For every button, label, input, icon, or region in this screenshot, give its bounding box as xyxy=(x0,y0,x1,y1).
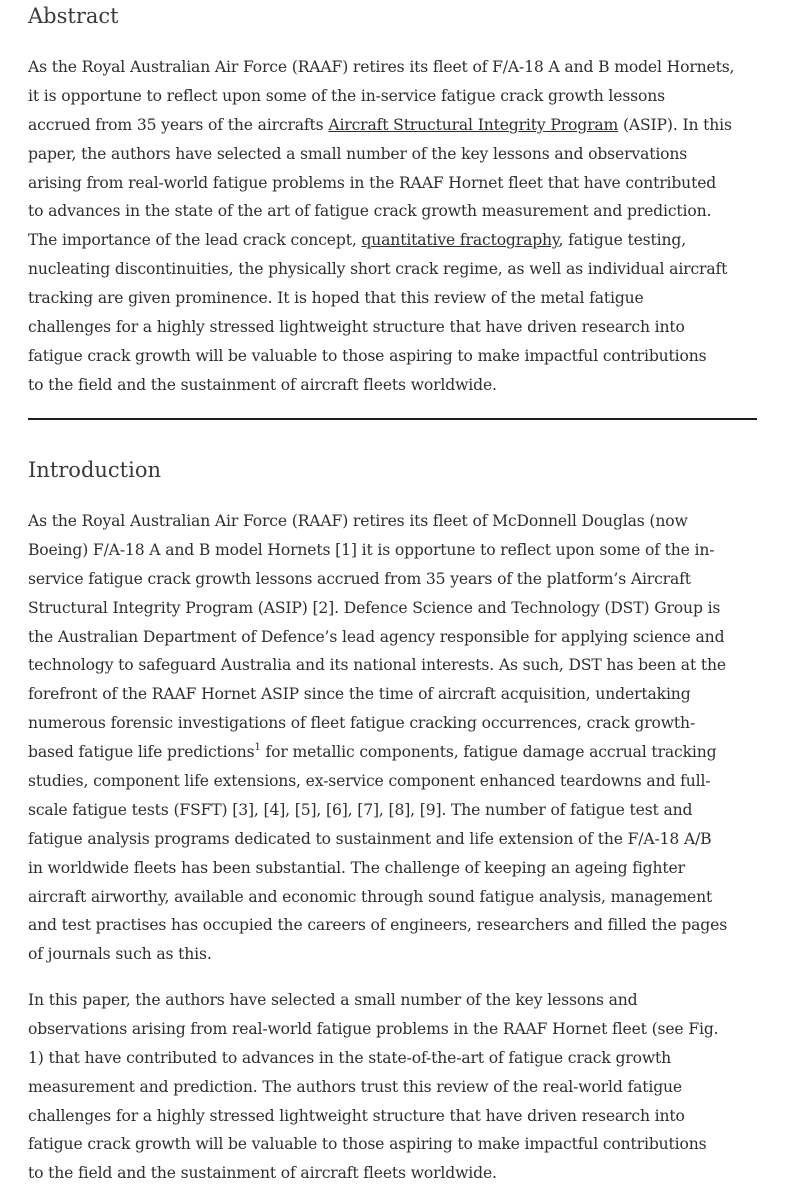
intro-text: for metallic components, fatigue damage accrual tracking xyxy=(260,743,717,762)
intro-line: Structural Integrity Program (ASIP) [2]. Defence Science and Technology (DST) Group is xyxy=(28,598,721,617)
intro-line: measurement and prediction. The authors trust this review of the real-world fatigue xyxy=(28,1077,682,1096)
abstract-line: to the field and the sustainment of aircraft fleets worldwide. xyxy=(28,375,497,394)
abstract-line: challenges for a highly stressed lightweight structure that have driven research into xyxy=(28,318,685,337)
abstract-line: arising from real-world fatigue problems in the RAAF Hornet fleet that have contributed xyxy=(28,173,717,192)
abstract-line: to advances in the state of the art of fatigue crack growth measurement and prediction. xyxy=(28,202,712,221)
intro-line: 1) that have contributed to advances in the state-of-the-art of fatigue crack growth xyxy=(28,1048,672,1067)
abstract-line: it is opportune to reflect upon some of the in-service fatigue crack growth lessons xyxy=(28,86,666,105)
abstract-line: As the Royal Australian Air Force (RAAF) retires its fleet of F/A-18 A and B model Hornets, xyxy=(28,58,735,76)
intro-line: to the field and the sustainment of aircraft fleets worldwide. xyxy=(28,1164,497,1183)
intro-line: studies, component life extensions, ex-service component enhanced teardowns and full- xyxy=(28,772,711,791)
intro-line: in worldwide fleets has been substantial. The challenge of keeping an ageing fighter xyxy=(28,858,685,877)
intro-line: observations arising from real-world fatigue problems in the RAAF Hornet fleet (see Fig. xyxy=(28,1019,719,1038)
quantitative-fractography-link[interactable]: quantitative fractography xyxy=(361,231,559,250)
intro-line: of journals such as this. xyxy=(28,945,212,964)
intro-line: service fatigue crack growth lessons accrued from 35 years of the platform’s Aircraft xyxy=(28,569,691,588)
intro-line: technology to safeguard Australia and its national interests. As such, DST has been at the xyxy=(28,656,726,675)
intro-line: Boeing) F/A-18 A and B model Hornets [1] it is opportune to reflect upon some of the in- xyxy=(28,540,715,559)
abstract-line xyxy=(28,226,768,255)
intro-line: challenges for a highly stressed lightweight structure that have driven research into xyxy=(28,1106,685,1125)
intro-line: In this paper, the authors have selected a small number of the key lessons and xyxy=(28,991,638,1009)
intro-line xyxy=(28,738,768,767)
abstract-heading: Abstract xyxy=(28,4,119,28)
abstract-text: (ASIP). In this xyxy=(618,115,732,134)
abstract-line: paper, the authors have selected a small number of the key lessons and observations xyxy=(28,144,688,163)
intro-line: the Australian Department of Defence’s lead agency responsible for applying science and xyxy=(28,627,725,646)
introduction-paragraph-1 xyxy=(28,507,768,969)
intro-line: fatigue crack growth will be valuable to those aspiring to make impactful contributions xyxy=(28,1135,707,1154)
abstract-paragraph xyxy=(28,53,768,400)
intro-line: and test practises has occupied the careers of engineers, researchers and filled the pages xyxy=(28,916,728,935)
abstract-text: accrued from 35 years of the aircrafts xyxy=(28,115,329,134)
intro-line: forefront of the RAAF Hornet ASIP since the time of aircraft acquisition, undertaking xyxy=(28,685,691,704)
introduction-paragraph-2 xyxy=(28,986,768,1188)
aircraft-structural-integrity-program-link[interactable]: Aircraft Structural Integrity Program xyxy=(328,115,619,134)
intro-line: As the Royal Australian Air Force (RAAF) retires its fleet of McDonnell Douglas (now xyxy=(28,512,688,530)
intro-line: fatigue analysis programs dedicated to sustainment and life extension of the F/A-18 A/B xyxy=(28,829,712,848)
footnote-marker[interactable]: 1 xyxy=(254,741,261,753)
abstract-line: nucleating discontinuities, the physically short crack regime, as well as individual aircraft xyxy=(28,260,728,279)
intro-line: numerous forensic investigations of fleet fatigue cracking occurrences, crack growth- xyxy=(28,714,696,733)
intro-text: based fatigue life predictions xyxy=(28,743,255,762)
abstract-text: , fatigue testing, xyxy=(558,231,687,250)
abstract-line: tracking are given prominence. It is hoped that this review of the metal fatigue xyxy=(28,289,644,308)
intro-line: scale fatigue tests (FSFT) [3], [4], [5], [6], [7], [8], [9]. The number of fatigue test and xyxy=(28,800,693,819)
abstract-text: The importance of the lead crack concept, xyxy=(28,231,362,250)
intro-line: aircraft airworthy, available and economic through sound fatigue analysis, management xyxy=(28,887,713,906)
introduction-heading: Introduction xyxy=(28,458,161,482)
section-divider xyxy=(28,418,757,420)
abstract-line xyxy=(28,111,768,140)
abstract-line: fatigue crack growth will be valuable to those aspiring to make impactful contributions xyxy=(28,346,707,365)
